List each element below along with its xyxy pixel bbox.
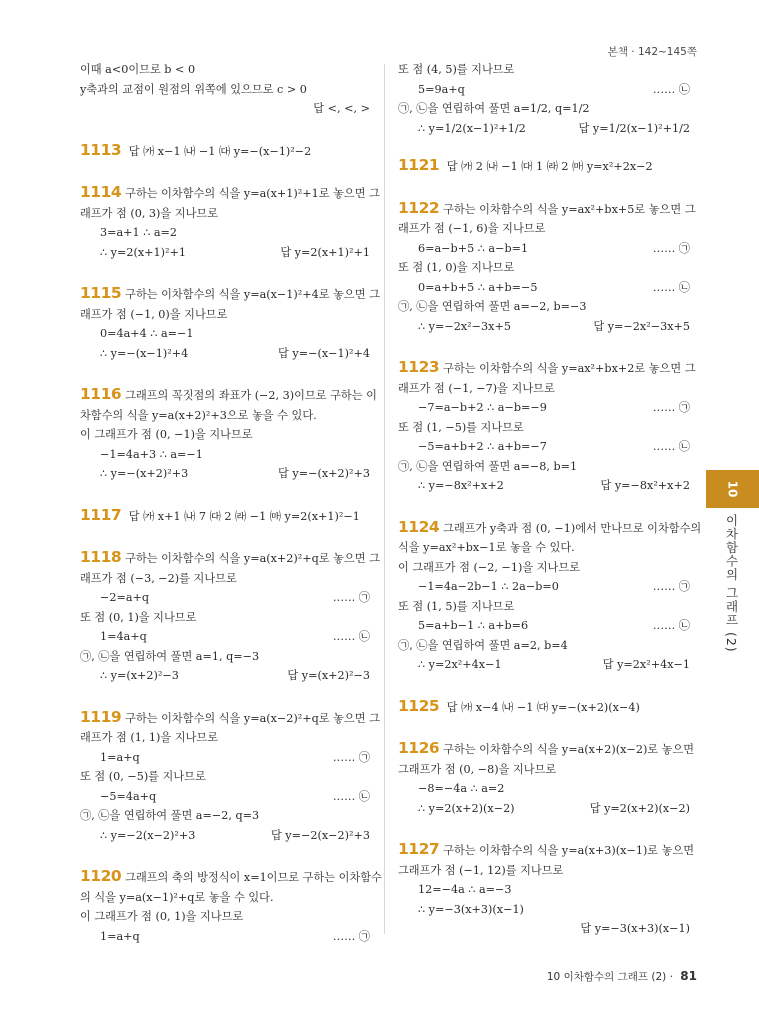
problem-1115 bbox=[80, 284, 380, 363]
equation-tag: …… ㉡ bbox=[652, 619, 690, 632]
solution-line: 또 점 (1, 0)을 지나므로 bbox=[398, 261, 515, 274]
solution-line: 구하는 이차함수의 식을 y=a(x−2)²+q로 놓으면 그 bbox=[125, 711, 380, 725]
solution-line: 이 그래프가 점 (0, 1)을 지나므로 bbox=[80, 910, 244, 923]
right-column bbox=[398, 60, 702, 939]
solution-line: 그래프가 점 (0, −8)을 지나므로 bbox=[398, 762, 557, 776]
problem-1113 bbox=[80, 141, 370, 162]
solution-line: 래프가 점 (1, 1)을 지나므로 bbox=[80, 731, 219, 744]
problem-number: 1121 bbox=[398, 156, 440, 174]
problem-1114 bbox=[80, 183, 380, 262]
solution-line: 래프가 점 (0, 3)을 지나므로 bbox=[80, 206, 219, 220]
equation-tag: …… ㉠ bbox=[652, 241, 690, 255]
solution-line: ㉠, ㉡을 연립하여 풀면 a=2, b=4 bbox=[398, 638, 568, 652]
chapter-side-title: 이차함수의 그래프 (2) bbox=[724, 514, 739, 653]
problem-number: 1126 bbox=[398, 739, 440, 757]
problem-number: 1117 bbox=[80, 505, 122, 524]
problem-number: 1127 bbox=[398, 840, 440, 858]
solution-line: ∴ y=2(x+2)(x−2) bbox=[418, 801, 515, 815]
solution-line: ㉠, ㉡을 연립하여 풀면 a=−8, b=1 bbox=[398, 459, 578, 473]
solution-line: 구하는 이차함수의 식을 y=a(x+2)²+q로 놓으면 그 bbox=[125, 552, 380, 565]
final-answer: 답 y=2(x+2)(x−2) bbox=[589, 801, 690, 815]
problem-1117 bbox=[80, 506, 370, 527]
solution-line: 차함수의 식을 y=a(x+2)²+3으로 놓을 수 있다. bbox=[80, 408, 317, 422]
solution-line: ∴ y=2x²+4x−1 bbox=[418, 658, 502, 671]
problem-number: 1115 bbox=[80, 284, 122, 302]
intro-line-2: y축과의 교점이 원점의 위쪽에 있으므로 c > 0 bbox=[80, 82, 307, 96]
problem-number: 1122 bbox=[398, 198, 440, 217]
problem-number: 1113 bbox=[80, 140, 122, 159]
solution-line: 1=a+q bbox=[100, 929, 140, 943]
equation-tag: …… ㉠ bbox=[652, 401, 690, 414]
solution-line: 구하는 이차함수의 식을 y=a(x+1)²+1로 놓으면 그 bbox=[125, 187, 380, 200]
solution-line: ∴ y=(x+2)²−3 bbox=[100, 669, 179, 682]
solution-line: 1=4a+q bbox=[100, 630, 147, 643]
solution-line: 구하는 이차함수의 식을 y=a(x+3)(x−1)로 놓으면 bbox=[443, 844, 695, 857]
solution-line: ∴ y=−2(x−2)²+3 bbox=[100, 828, 196, 842]
problem-1122 bbox=[398, 198, 696, 337]
equation-tag: …… ㉡ bbox=[332, 630, 370, 643]
chapter-tab bbox=[706, 470, 759, 508]
solution-line: 또 점 (1, 5)를 지나므로 bbox=[398, 599, 515, 613]
final-answer: 답 y=1/2(x−1)²+1/2 bbox=[578, 121, 690, 135]
equation-tag: …… ㉠ bbox=[332, 591, 370, 604]
solution-line: ∴ y=−2x²−3x+5 bbox=[418, 319, 511, 333]
solution-line: 래프가 점 (−1, 0)을 지나므로 bbox=[80, 307, 228, 321]
solution-line: ㉠, ㉡을 연립하여 풀면 a=1/2, q=1/2 bbox=[398, 102, 590, 115]
problem-number: 1114 bbox=[80, 183, 122, 201]
solution-line: 12=−4a ∴ a=−3 bbox=[418, 883, 512, 896]
problem-number: 1124 bbox=[398, 517, 440, 536]
solution-line: 래프가 점 (−1, −7)을 지나므로 bbox=[398, 381, 555, 395]
page-footer bbox=[547, 969, 697, 984]
equation-tag: …… ㉡ bbox=[652, 280, 690, 294]
solution-line: 래프가 점 (−3, −2)를 지나므로 bbox=[80, 571, 237, 585]
solution-line: −5=4a+q bbox=[100, 789, 157, 803]
problem-1124 bbox=[398, 517, 702, 675]
final-answer: 답 y=2x²+4x−1 bbox=[602, 658, 690, 671]
solution-line: 또 점 (1, −5)를 지나므로 bbox=[398, 420, 524, 434]
final-answer: 답 y=−2x²−3x+5 bbox=[593, 319, 690, 333]
final-answer: 답 y=−2(x−2)²+3 bbox=[270, 828, 370, 842]
final-answer: 답 y=2(x+1)²+1 bbox=[280, 245, 370, 259]
problem-answer: 답 ㈎ x−1 ㈏ −1 ㈐ y=−(x−1)²−2 bbox=[128, 144, 312, 158]
solution-line: 또 점 (0, −5)를 지나므로 bbox=[80, 770, 206, 783]
solution-line: 0=4a+4 ∴ a=−1 bbox=[100, 327, 194, 340]
problem-number: 1119 bbox=[80, 707, 122, 726]
equation-tag: …… ㉠ bbox=[332, 929, 370, 943]
final-answer: 답 y=−8x²+x+2 bbox=[600, 479, 690, 492]
solution-line: ∴ y=−(x−1)²+4 bbox=[100, 346, 189, 360]
solution-line: −2=a+q bbox=[100, 591, 150, 604]
problem-1127 bbox=[398, 840, 695, 939]
solution-line: 3=a+1 ∴ a=2 bbox=[100, 226, 178, 239]
equation-tag: …… ㉠ bbox=[652, 580, 690, 593]
solution-line: ㉠, ㉡을 연립하여 풀면 a=−2, b=−3 bbox=[398, 300, 587, 313]
solution-line: −5=a+b+2 ∴ a+b=−7 bbox=[418, 440, 547, 453]
problem-number: 1116 bbox=[80, 385, 122, 403]
problem-1119 bbox=[80, 707, 380, 846]
page-number: 81 bbox=[680, 969, 697, 983]
final-answer: 답 y=−3(x+3)(x−1) bbox=[580, 922, 690, 935]
problem-number: 1123 bbox=[398, 358, 440, 376]
final-answer: 답 y=−(x−1)²+4 bbox=[278, 346, 370, 360]
solution-line: 그래프의 꼭짓점의 좌표가 (−2, 3)이므로 구하는 이 bbox=[125, 389, 377, 402]
solution-line: 래프가 점 (−1, 6)을 지나므로 bbox=[398, 222, 546, 235]
column-divider bbox=[384, 64, 385, 934]
solution-line: −8=−4a ∴ a=2 bbox=[418, 782, 505, 795]
equation-tag: …… ㉡ bbox=[652, 440, 690, 453]
solution-line: 그래프가 점 (−1, 12)를 지나므로 bbox=[398, 863, 564, 877]
solution-line: 구하는 이차함수의 식을 y=a(x−1)²+4로 놓으면 그 bbox=[125, 288, 380, 301]
solution-line: ∴ y=1/2(x−1)²+1/2 bbox=[418, 121, 526, 135]
problem-1118 bbox=[80, 548, 380, 686]
intro-line-1: 이때 a<0이므로 b < 0 bbox=[80, 63, 196, 76]
solution-line: 또 점 (4, 5)를 지나므로 bbox=[398, 63, 515, 76]
solution-line: −7=a−b+2 ∴ a−b=−9 bbox=[418, 401, 547, 414]
problem-answer: 답 ㈎ x−4 ㈏ −1 ㈐ y=−(x+2)(x−4) bbox=[446, 700, 640, 714]
problem-number: 1120 bbox=[80, 867, 122, 885]
problem-1126 bbox=[398, 739, 695, 818]
solution-line: 구하는 이차함수의 식을 y=ax²+bx+2로 놓으면 그 bbox=[443, 362, 696, 375]
solution-line: 0=a+b+5 ∴ a+b=−5 bbox=[418, 280, 538, 294]
equation-tag: …… ㉡ bbox=[652, 82, 690, 96]
footer-chapter: 10 이차함수의 그래프 (2) · bbox=[546, 971, 673, 983]
solution-line: −1=4a−2b−1 ∴ 2a−b=0 bbox=[418, 580, 559, 593]
equation-tag: …… ㉠ bbox=[332, 750, 370, 764]
solution-line: ∴ y=−(x+2)²+3 bbox=[100, 467, 189, 480]
intro-answer: 답 <, <, > bbox=[313, 102, 370, 115]
problem-answer: 답 ㈎ x+1 ㈏ 7 ㈐ 2 ㈑ −1 ㈒ y=2(x+1)²−1 bbox=[128, 509, 360, 523]
left-column bbox=[80, 60, 382, 946]
chapter-number: 10 bbox=[725, 480, 740, 498]
solution-line: ∴ y=−8x²+x+2 bbox=[418, 479, 504, 492]
problem-answer: 답 ㈎ 2 ㈏ −1 ㈐ 1 ㈑ 2 ㈒ y=x²+2x−2 bbox=[446, 160, 653, 173]
final-answer: 답 y=(x+2)²−3 bbox=[287, 669, 370, 682]
solution-line: 이 그래프가 점 (−2, −1)을 지나므로 bbox=[398, 560, 580, 574]
solution-line: −1=4a+3 ∴ a=−1 bbox=[100, 447, 203, 461]
solution-line: 1=a+q bbox=[100, 750, 140, 764]
problem-1116 bbox=[80, 385, 377, 484]
solution-line: 5=9a+q bbox=[418, 82, 465, 96]
solution-line: 구하는 이차함수의 식을 y=ax²+bx+5로 놓으면 그 bbox=[443, 202, 696, 216]
solution-line: ∴ y=−3(x+3)(x−1) bbox=[418, 902, 524, 916]
final-answer: 답 y=−(x+2)²+3 bbox=[278, 467, 370, 480]
problem-1121 bbox=[398, 156, 690, 177]
solution-line: 또 점 (0, 1)을 지나므로 bbox=[80, 610, 197, 624]
problem-1123 bbox=[398, 358, 696, 496]
problem-number: 1118 bbox=[80, 548, 122, 566]
equation-tag: …… ㉡ bbox=[332, 789, 370, 803]
solution-line: 이 그래프가 점 (0, −1)을 지나므로 bbox=[80, 428, 253, 441]
solution-line: 식을 y=ax²+bx−1로 놓을 수 있다. bbox=[398, 541, 575, 554]
solution-line: 구하는 이차함수의 식을 y=a(x+2)(x−2)로 놓으면 bbox=[443, 743, 695, 756]
problem-number: 1125 bbox=[398, 696, 440, 715]
solution-line: 5=a+b−1 ∴ a+b=6 bbox=[418, 619, 529, 632]
solution-line: 그래프가 y축과 점 (0, −1)에서 만나므로 이차함수의 bbox=[443, 521, 702, 535]
solution-line: ㉠, ㉡을 연립하여 풀면 a=1, q=−3 bbox=[80, 649, 260, 663]
solution-line: 그래프의 축의 방정식이 x=1이므로 구하는 이차함수 bbox=[125, 871, 382, 884]
solution-line: ㉠, ㉡을 연립하여 풀면 a=−2, q=3 bbox=[80, 809, 260, 822]
solution-line: 의 식을 y=a(x−1)²+q로 놓을 수 있다. bbox=[80, 890, 274, 904]
solution-line: ∴ y=2(x+1)²+1 bbox=[100, 245, 186, 259]
book-page-reference: 본책 · 142~145쪽 bbox=[607, 46, 697, 58]
solution-line: 6=a−b+5 ∴ a−b=1 bbox=[418, 241, 529, 255]
problem-1120 bbox=[80, 867, 382, 946]
problem-1125 bbox=[398, 697, 690, 718]
